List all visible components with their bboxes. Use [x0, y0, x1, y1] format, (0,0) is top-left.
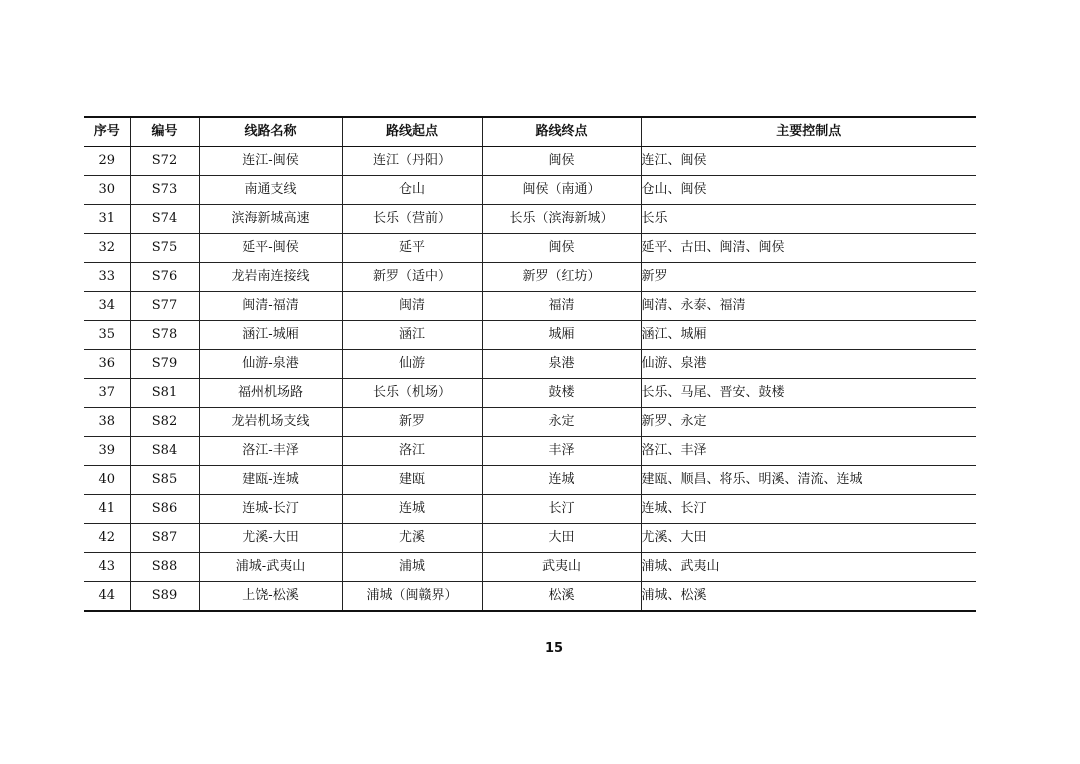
cell-code: S84	[130, 437, 199, 466]
cell-index: 37	[84, 379, 130, 408]
cell-route-name: 建瓯-连城	[199, 466, 342, 495]
cell-start-point: 建瓯	[342, 466, 482, 495]
cell-end-point: 松溪	[482, 582, 641, 612]
cell-code: S79	[130, 350, 199, 379]
cell-route-name: 延平-闽侯	[199, 234, 342, 263]
cell-start-point: 新罗（适中）	[342, 263, 482, 292]
cell-route-name: 龙岩南连接线	[199, 263, 342, 292]
cell-route-name: 福州机场路	[199, 379, 342, 408]
cell-start-point: 连江（丹阳）	[342, 147, 482, 176]
cell-start-point: 新罗	[342, 408, 482, 437]
page-number: 15	[544, 641, 564, 656]
table-header-row	[84, 117, 976, 147]
cell-index: 41	[84, 495, 130, 524]
cell-start-point: 浦城	[342, 553, 482, 582]
cell-index: 42	[84, 524, 130, 553]
cell-end-point: 新罗（红坊）	[482, 263, 641, 292]
cell-control-points: 尤溪、大田	[641, 524, 976, 553]
table-row	[84, 205, 976, 234]
cell-code: S74	[130, 205, 199, 234]
cell-code: S89	[130, 582, 199, 612]
cell-end-point: 长乐（滨海新城）	[482, 205, 641, 234]
cell-end-point: 福清	[482, 292, 641, 321]
cell-code: S88	[130, 553, 199, 582]
cell-route-name: 南通支线	[199, 176, 342, 205]
cell-control-points: 延平、古田、闽清、闽侯	[641, 234, 976, 263]
cell-index: 39	[84, 437, 130, 466]
cell-start-point: 闽清	[342, 292, 482, 321]
cell-control-points: 浦城、武夷山	[641, 553, 976, 582]
cell-start-point: 长乐（机场）	[342, 379, 482, 408]
table-row	[84, 292, 976, 321]
table-row	[84, 408, 976, 437]
cell-route-name: 涵江-城厢	[199, 321, 342, 350]
cell-route-name: 闽清-福清	[199, 292, 342, 321]
cell-code: S72	[130, 147, 199, 176]
cell-start-point: 连城	[342, 495, 482, 524]
cell-route-name: 上饶-松溪	[199, 582, 342, 612]
cell-code: S77	[130, 292, 199, 321]
table-row	[84, 263, 976, 292]
cell-control-points: 连城、长汀	[641, 495, 976, 524]
cell-control-points: 仓山、闽侯	[641, 176, 976, 205]
cell-end-point: 武夷山	[482, 553, 641, 582]
table-row	[84, 495, 976, 524]
cell-end-point: 丰泽	[482, 437, 641, 466]
table-row	[84, 437, 976, 466]
cell-end-point: 连城	[482, 466, 641, 495]
table-row	[84, 350, 976, 379]
cell-control-points: 新罗、永定	[641, 408, 976, 437]
cell-end-point: 城厢	[482, 321, 641, 350]
cell-end-point: 闽侯	[482, 147, 641, 176]
header-end-point: 路线终点	[482, 117, 641, 147]
cell-start-point: 仙游	[342, 350, 482, 379]
cell-control-points: 长乐、马尾、晋安、鼓楼	[641, 379, 976, 408]
cell-index: 44	[84, 582, 130, 612]
cell-route-name: 浦城-武夷山	[199, 553, 342, 582]
cell-code: S87	[130, 524, 199, 553]
cell-end-point: 泉港	[482, 350, 641, 379]
cell-code: S78	[130, 321, 199, 350]
cell-index: 29	[84, 147, 130, 176]
cell-route-name: 洛江-丰泽	[199, 437, 342, 466]
table-row	[84, 176, 976, 205]
cell-end-point: 鼓楼	[482, 379, 641, 408]
table-row	[84, 553, 976, 582]
route-table	[84, 116, 976, 612]
cell-route-name: 连江-闽侯	[199, 147, 342, 176]
cell-start-point: 长乐（营前）	[342, 205, 482, 234]
cell-code: S85	[130, 466, 199, 495]
cell-index: 38	[84, 408, 130, 437]
cell-route-name: 龙岩机场支线	[199, 408, 342, 437]
cell-index: 35	[84, 321, 130, 350]
cell-start-point: 浦城（闽赣界）	[342, 582, 482, 612]
cell-end-point: 长汀	[482, 495, 641, 524]
cell-route-name: 滨海新城高速	[199, 205, 342, 234]
cell-control-points: 涵江、城厢	[641, 321, 976, 350]
cell-index: 40	[84, 466, 130, 495]
table-row	[84, 234, 976, 263]
table-body	[84, 147, 976, 612]
cell-code: S86	[130, 495, 199, 524]
cell-route-name: 连城-长汀	[199, 495, 342, 524]
cell-start-point: 洛江	[342, 437, 482, 466]
table-row	[84, 379, 976, 408]
table-row	[84, 321, 976, 350]
table-row	[84, 147, 976, 176]
cell-start-point: 延平	[342, 234, 482, 263]
cell-control-points: 建瓯、顺昌、将乐、明溪、清流、连城	[641, 466, 976, 495]
cell-start-point: 尤溪	[342, 524, 482, 553]
cell-route-name: 尤溪-大田	[199, 524, 342, 553]
cell-index: 36	[84, 350, 130, 379]
cell-code: S81	[130, 379, 199, 408]
cell-end-point: 闽侯（南通）	[482, 176, 641, 205]
header-index: 序号	[84, 117, 130, 147]
cell-start-point: 涵江	[342, 321, 482, 350]
table-row	[84, 524, 976, 553]
header-control-points: 主要控制点	[641, 117, 976, 147]
header-code: 编号	[130, 117, 199, 147]
table-row	[84, 466, 976, 495]
cell-control-points: 闽清、永泰、福清	[641, 292, 976, 321]
cell-control-points: 仙游、泉港	[641, 350, 976, 379]
cell-index: 32	[84, 234, 130, 263]
cell-end-point: 闽侯	[482, 234, 641, 263]
header-start-point: 路线起点	[342, 117, 482, 147]
cell-code: S73	[130, 176, 199, 205]
cell-control-points: 新罗	[641, 263, 976, 292]
cell-code: S76	[130, 263, 199, 292]
cell-end-point: 永定	[482, 408, 641, 437]
cell-index: 34	[84, 292, 130, 321]
cell-control-points: 洛江、丰泽	[641, 437, 976, 466]
cell-start-point: 仓山	[342, 176, 482, 205]
cell-route-name: 仙游-泉港	[199, 350, 342, 379]
cell-code: S82	[130, 408, 199, 437]
cell-index: 43	[84, 553, 130, 582]
cell-control-points: 长乐	[641, 205, 976, 234]
cell-index: 31	[84, 205, 130, 234]
cell-end-point: 大田	[482, 524, 641, 553]
cell-control-points: 浦城、松溪	[641, 582, 976, 612]
cell-index: 33	[84, 263, 130, 292]
table-row	[84, 582, 976, 612]
cell-index: 30	[84, 176, 130, 205]
header-route-name: 线路名称	[199, 117, 342, 147]
cell-control-points: 连江、闽侯	[641, 147, 976, 176]
cell-code: S75	[130, 234, 199, 263]
